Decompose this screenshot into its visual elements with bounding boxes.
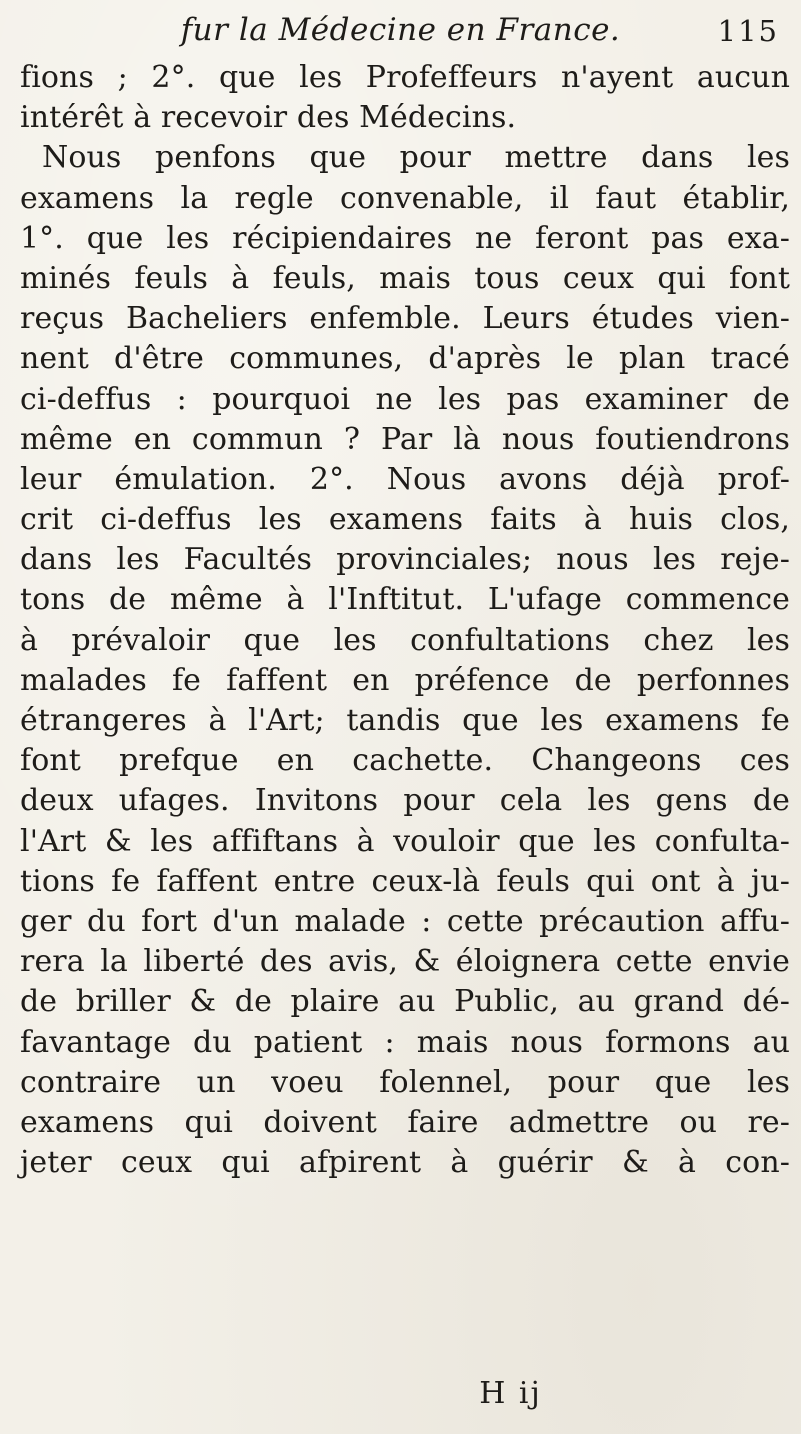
text-line: rera la liberté des avis, & éloignera cette envie: [20, 944, 790, 980]
text-line: favantage du patient : mais nous formons au: [20, 1024, 790, 1060]
running-title: fur la Médecine en France.: [180, 12, 621, 48]
text-line: ci-deffus : pourquoi ne les pas examiner de: [20, 381, 790, 417]
text-line: examens qui doivent faire admettre ou re-: [20, 1104, 790, 1140]
text-line: intérêt à recevoir des Médecins.: [20, 100, 517, 136]
text-line: l'Art & les affiftans à vouloir que les confulta-: [20, 823, 790, 859]
text-line: reçus Bacheliers enfemble. Leurs études vien-: [20, 301, 790, 337]
text-line: Nous penfons que pour mettre dans les: [42, 140, 790, 176]
text-line: de briller & de plaire au Public, au grand dé-: [20, 984, 790, 1020]
text-line: tons de même à l'Inftitut. L'ufage commence: [20, 582, 790, 618]
page-header: [0, 12, 801, 52]
text-line: deux ufages. Invitons pour cela les gens de: [20, 783, 790, 819]
text-line: étrangeres à l'Art; tandis que les examens fe: [20, 703, 790, 738]
text-line: examens la regle convenable, il faut établir,: [20, 180, 790, 216]
text-line: jeter ceux qui afpirent à guérir & à con-: [20, 1145, 790, 1181]
text-line: fions ; 2°. que les Profeffeurs n'ayent aucun: [20, 60, 790, 95]
text-line: à prévaloir que les confultations chez les: [20, 622, 790, 658]
text-line: même en commun ? Par là nous foutiendrons: [20, 421, 790, 457]
body-text: [20, 58, 790, 1183]
text-line: ger du fort d'un malade : cette précaution affu-: [20, 903, 790, 939]
text-line: 1°. que les récipiendaires ne feront pas exa-: [20, 220, 790, 256]
text-line: leur émulation. 2°. Nous avons déjà prof-: [20, 461, 790, 497]
text-line: dans les Facultés provinciales; nous les reje-: [20, 542, 790, 578]
text-line: nent d'être communes, d'après le plan tracé: [20, 341, 790, 377]
text-line: malades fe faffent en préfence de perfonnes: [20, 662, 790, 698]
text-line: minés feuls à feuls, mais tous ceux qui font: [20, 260, 790, 296]
text-line: crit ci-deffus les examens faits à huis clos,: [20, 502, 790, 538]
text-line: tions fe faffent entre ceux-là feuls qui ont à ju-: [20, 863, 790, 899]
text-line: contraire un voeu folennel, pour que les: [20, 1064, 790, 1100]
text-line: font prefque en cachette. Changeons ces: [20, 743, 790, 779]
signature-mark: [0, 1376, 801, 1411]
page-number: 115: [717, 14, 779, 48]
signature-text: H ij: [479, 1376, 542, 1411]
